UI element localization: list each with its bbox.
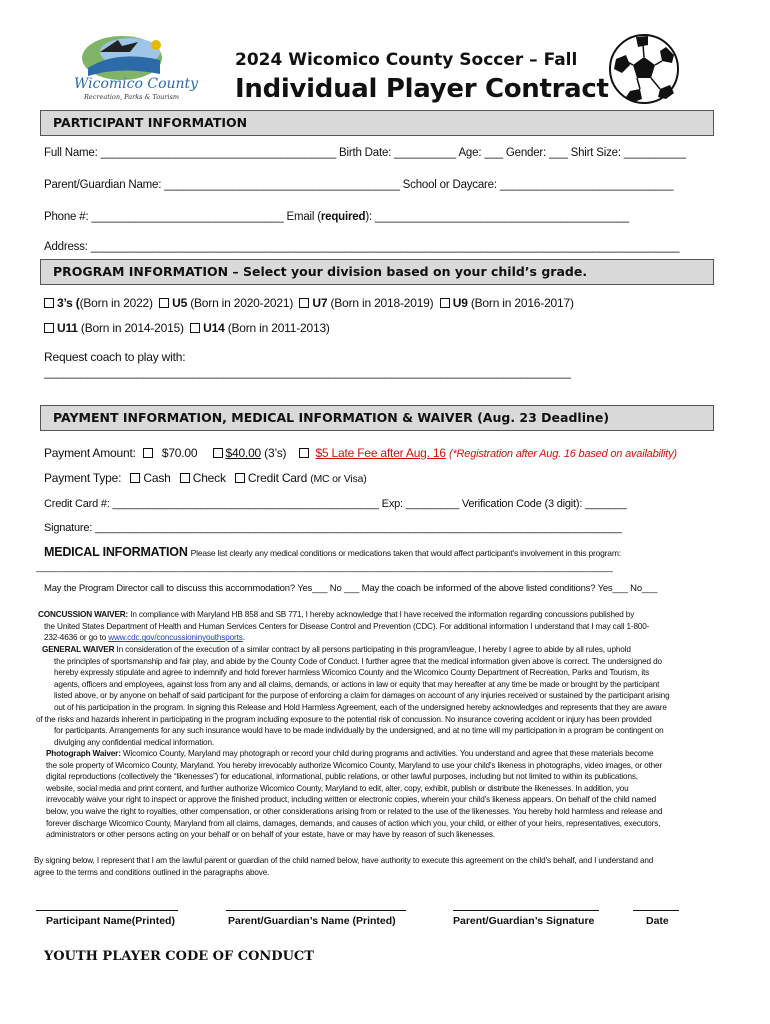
type-cash[interactable]: Cash xyxy=(143,471,171,485)
division-u9-option[interactable]: U9 (Born in 2016-2017) xyxy=(440,296,574,310)
division-u7-option[interactable]: U7 (Born in 2018-2019) xyxy=(299,296,433,310)
checkbox-icon[interactable] xyxy=(143,448,153,458)
participant-section-header: PARTICIPANT INFORMATION xyxy=(40,110,714,136)
checkbox-icon[interactable] xyxy=(440,298,450,308)
logo-subtext: Recreation, Parks & Tourism xyxy=(84,93,180,101)
phone-label: Phone #: _______________________________ Email ( xyxy=(44,211,321,223)
division-options-row-2 xyxy=(44,321,330,335)
code-of-conduct-heading: YOUTH PLAYER CODE OF CONDUCT xyxy=(44,949,314,964)
full-name-line[interactable]: Full Name: ______________________________________ Birth Date: __________ Age: ___ Gender: ___ Shirt Size: __________ xyxy=(44,147,686,159)
general-waiver: GENERAL WAIVER In consideration of the execution of a similar contract by all persons participating in this program/league, I hereby I agree to abide by all rules, uphold the principles of sportsmanship and fair play, and abide by the County Code of Conduct. I further agree that the medical information given above is correct. The undersigned do hereby expressly stipulate and agree to indemnify and hold forever harmless Wicomico County and the Wicomico County Department of Recreation, Parks and Tourism, its agents, officers and employees, against loss from any and all claims, demands, or actions in law or equity that may hereafter at any time be made or brought by the participant listed above, or by anyone on behalf of said participant for the purpose of enforcing a claim for damages on account of any injuries received or sustained by the participant arising out of his participation in the program. In signing this Release and Hold Harmless Agreement, each of the undersigned hereby acknowledges and represents that they are aware of the risks and hazards inherent in participating in the program including exposure to the potential risk of concussion. No insurance covering accident or injury has been provided for participants. Arrangements for any such insurance would have to be made individually by the undersigned, and at no time will my participation in a program be contingent on divulging any confidential medical information. xyxy=(36,645,670,747)
division-u5-option[interactable]: U5 (Born in 2020-2021) xyxy=(159,296,293,310)
participant-name-label: Participant Name(Printed) xyxy=(46,915,175,927)
payment-amount-row: Payment Amount: $70.00 $40.00 (3’s) $5 Late Fee after Aug. 16 (*Registration after Aug. 16 based on availability) xyxy=(44,446,677,460)
required-label: required xyxy=(320,211,366,223)
guardian-signature-label: Parent/Guardian’s Signature xyxy=(453,915,595,927)
medical-field[interactable]: ________________________________________________________________________________________________________________________ xyxy=(36,562,613,572)
credit-card-line[interactable]: Credit Card #: _____________________________________________ Exp: _________ Verification Code (3 digit): _______ xyxy=(44,498,627,510)
program-section-header: PROGRAM INFORMATION – Select your division based on your child’s grade. xyxy=(40,259,714,285)
type-check[interactable]: Check xyxy=(192,471,226,485)
general-title: GENERAL WAIVER xyxy=(42,645,115,654)
request-coach-label: Request coach to play with: xyxy=(44,350,186,364)
logo-text: Wicomico County xyxy=(74,76,199,92)
medical-question[interactable]: May the Program Director call to discuss this accommodation? Yes___ No ___ May the coach be informed of the above listed conditions? Yes___ No___ xyxy=(44,583,658,594)
county-logo xyxy=(60,30,199,105)
payment-amount-label: Payment Amount: xyxy=(44,446,136,460)
division-options-row-1 xyxy=(44,296,574,310)
date-label: Date xyxy=(646,915,669,927)
type-credit-card[interactable]: Credit Card xyxy=(247,471,308,485)
division-u11-option[interactable]: U11 (Born in 2014-2015) xyxy=(44,321,184,335)
medical-text: Please list clearly any medical conditions or medications taken that would affect participant's involvement in this program: xyxy=(190,548,621,558)
checkbox-icon[interactable] xyxy=(235,473,245,483)
checkbox-icon[interactable] xyxy=(130,473,140,483)
checkbox-icon[interactable] xyxy=(44,298,54,308)
guardian-name-signline[interactable] xyxy=(226,910,406,911)
checkbox-icon[interactable] xyxy=(213,448,223,458)
guardian-name-label: Parent/Guardian’s Name (Printed) xyxy=(228,915,396,927)
parent-guardian-line[interactable]: Parent/Guardian Name: ______________________________________ School or Daycare: ____________________________ xyxy=(44,179,674,191)
photo-waiver: Photograph Waiver: Wicomico County, Maryland may photograph or record your child during programs and activities. You understand and agree that these materials become the sole property of Wicomico County, Maryland. You hereby irrevocably authorize Wicomico County, Maryland to use your child’s likeness in photographs, video images, or other digital reproductions (collectively the “likenesses”) for educational, informational, public relations, or other lawful purposes, including but not limited to within its publications, website, social media and print content, and further authorize Wicomico County, Maryland to edit, alter, copy, exhibit, publish or distribute the likenesses. In addition, you irrevocably waive your right to inspect or approve the finished product, including written or electronic copies, wherein your child’s likeness appears. On behalf of the child named below, you waive the right to royalties, other compensation, or other considerations arising from or related to the use of the likenesses. You hereby hold harmless and release and forever discharge Wicomico County, Maryland from all claims, damages, demands, and causes of action which you, your child, or either of your heirs, representatives, executors, administrators or other persons acting on your behalf or on behalf of your estate, have or may have by reason of such likenesses. xyxy=(46,749,663,840)
page-subtitle: Individual Player Contract xyxy=(235,74,609,104)
address-line[interactable]: Address: _______________________________________________________________________________________________ xyxy=(44,241,680,253)
email-field: ): _________________________________________ xyxy=(365,211,629,223)
cdc-link[interactable]: www.cdc.gov/concussioninyouthsports xyxy=(108,633,243,643)
checkbox-icon[interactable] xyxy=(299,448,309,458)
checkbox-icon[interactable] xyxy=(299,298,309,308)
late-note: (*Registration after Aug. 16 based on availability) xyxy=(449,448,677,460)
amount-70[interactable]: $70.00 xyxy=(161,446,198,460)
signature-line[interactable]: Signature: _________________________________________________________________________________________ xyxy=(44,522,622,534)
payment-type-row: Payment Type: Cash Check Credit Card (MC or Visa) xyxy=(44,471,367,485)
late-fee: $5 Late Fee after Aug. 16 xyxy=(315,446,446,460)
concussion-title: CONCUSSION WAIVER: xyxy=(38,610,129,619)
checkbox-icon[interactable] xyxy=(180,473,190,483)
division-3s-option[interactable]: 3’s ((Born in 2022) xyxy=(44,296,153,310)
page-title: 2024 Wicomico County Soccer – Fall xyxy=(235,50,578,70)
photo-title: Photograph Waiver: xyxy=(46,749,121,758)
concussion-waiver: CONCUSSION WAIVER: In compliance with Maryland HB 858 and SB 771, I hereby acknowledge that I have received the information regarding concussions published by the United States Department of Health and Human Services Centers for Disease Control and Prevention (CDC). For additional information I understand that I may call 1-800- 232-4636 or go to www.cdc.gov/concussioninyouthsports. xyxy=(38,610,650,643)
medical-row xyxy=(44,545,621,559)
guardian-signature-signline[interactable] xyxy=(453,910,599,911)
participant-name-signline[interactable] xyxy=(36,910,178,911)
amount-40[interactable]: $40.00 xyxy=(225,446,262,460)
medical-heading: MEDICAL INFORMATION xyxy=(44,545,188,559)
checkbox-icon[interactable] xyxy=(190,323,200,333)
request-coach-field[interactable]: _____________________________________________________________________________________ xyxy=(44,367,571,379)
phone-email-line[interactable] xyxy=(44,211,629,223)
payment-type-label: Payment Type: xyxy=(44,471,122,485)
payment-section-header: PAYMENT INFORMATION, MEDICAL INFORMATION & WAIVER (Aug. 23 Deadline) xyxy=(40,405,714,431)
checkbox-icon[interactable] xyxy=(159,298,169,308)
signing-statement: By signing below, I represent that I am the lawful parent or guardian of the child named below, have authority to execute this agreement on the child’s behalf, and I understand and agree to the terms and conditions outlined in the paragraphs above. xyxy=(34,856,654,877)
checkbox-icon[interactable] xyxy=(44,323,54,333)
division-u14-option[interactable]: U14 (Born in 2011-2013) xyxy=(190,321,330,335)
date-signline[interactable] xyxy=(633,910,679,911)
soccer-ball-icon xyxy=(608,33,680,105)
